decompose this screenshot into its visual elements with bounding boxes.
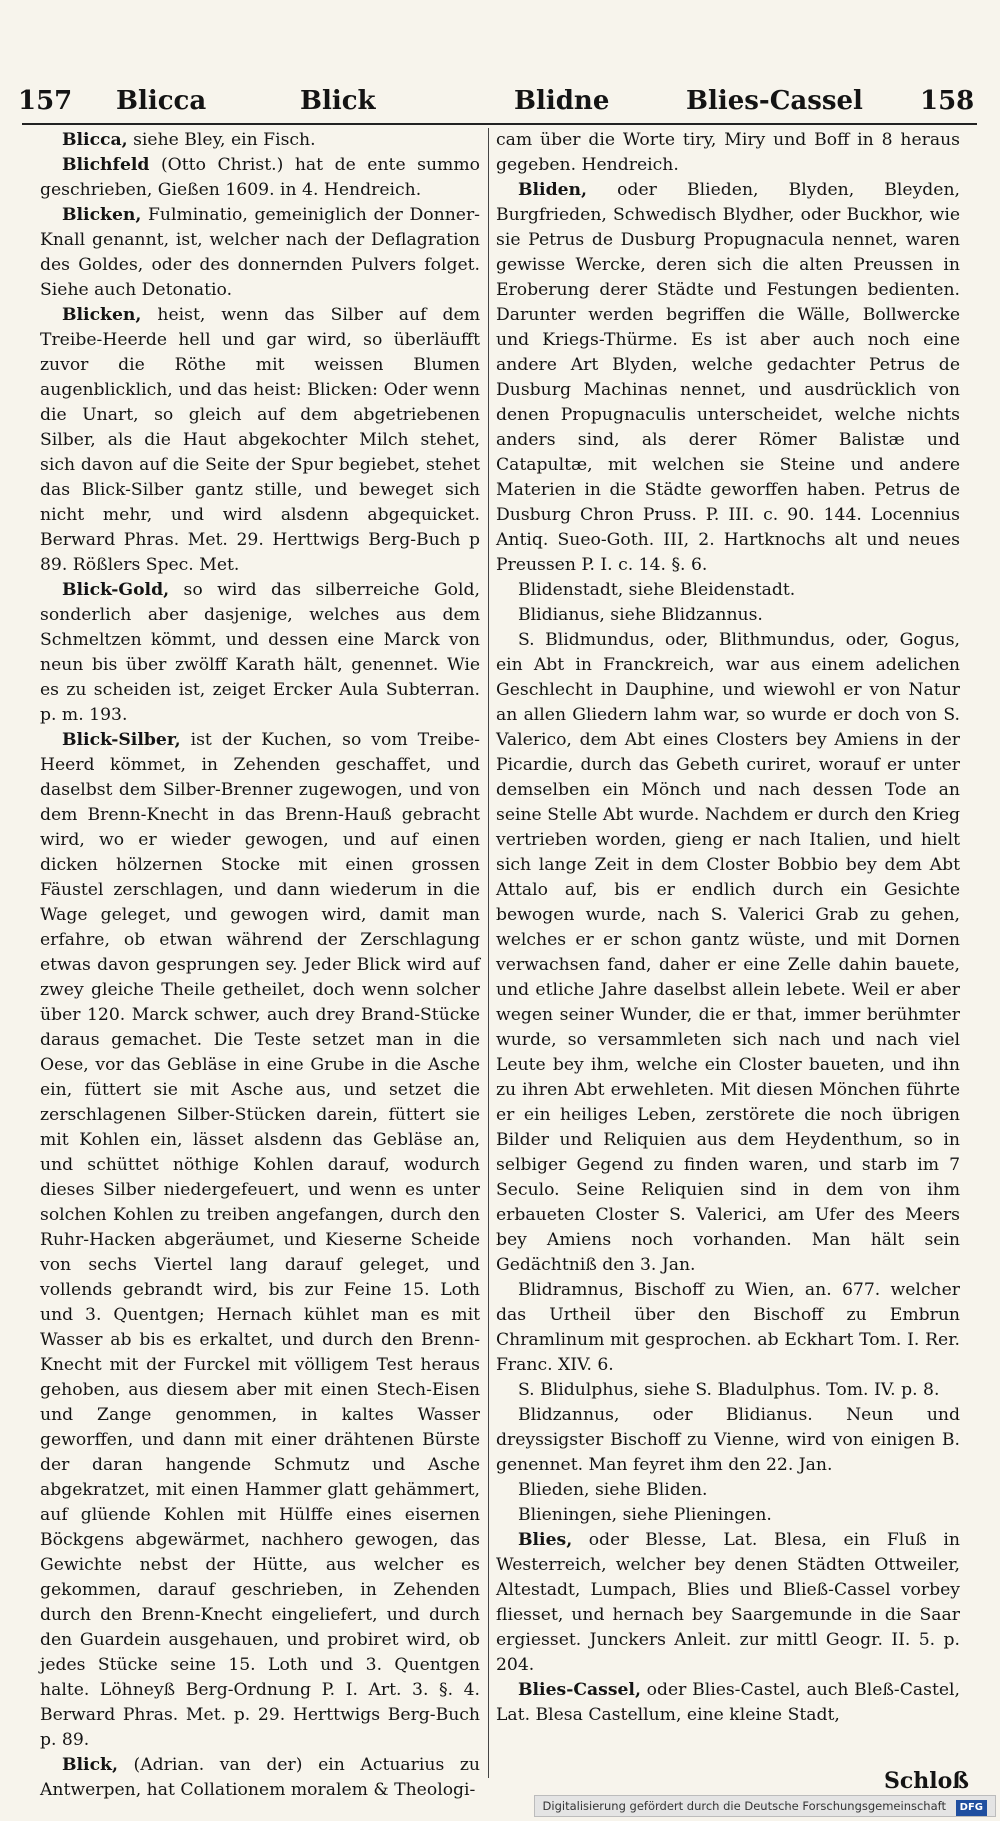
entry-text: Blidzannus, oder Blidianus. Neun und dreyssigster Bischoff zu Vienne, wird von einigen B. genennet. Man feyret ihm den 22. Jan. [496,1405,960,1475]
entry-text: S. Blidulphus, siehe S. Bladulphus. Tom. IV. p. 8. [518,1380,940,1400]
guide-word-4: Blies-Cassel [686,86,863,116]
dictionary-entry [496,1403,960,1478]
entry-text: Blidramnus, Bischoff zu Wien, an. 677. welcher das Urtheil über den Bischoff zu Embrun Chramlinum mit gesprochen. ab Eckhart Tom. I. Rer. Franc. XIV. 6. [496,1280,960,1375]
dictionary-entry [40,578,480,728]
entry-text: Blidenstadt, siehe Bleidenstadt. [518,580,796,600]
entry-text: (Otto Christ.) hat de ente summo geschrieben, Gießen 1609. in 4. Hendreich. [40,155,480,200]
footer-text: Digitalisierung gefördert durch die Deutsche Forschungsgemeinschaft [542,1799,946,1813]
entry-text: Blidianus, siehe Blidzannus. [518,605,763,625]
right-column [496,128,960,1778]
page-header [18,86,978,126]
entry-lemma: Blicca, [62,130,128,150]
dictionary-entry [40,203,480,303]
dictionary-entry [496,1278,960,1378]
entry-text: Blieningen, siehe Plieningen. [518,1505,772,1525]
guide-word-1: Blicca [116,86,207,116]
entry-text: heist, wenn das Silber auf dem Treibe-Heerde hell und gar wird, so überläufft zuvor die Röthe mit weissen Blumen augenblicklich, und das heist: Blicken: Oder wenn die Unart, so gleich auf dem abgetriebenen Silber, als die Haut abgekochter Milch stehet, sich davon auf die Seite der Spur begiebet, stehet das Blick-Silber gantz stille, und beweget sich nicht mehr, und wird alsdenn abgequicket. Berward Phras. Met. 29. Herttwigs Berg-Buch p 89. Rößlers Spec. Met. [40,305,480,575]
dictionary-entry [496,628,960,1278]
guide-word-2: Blick [300,86,376,116]
entry-lemma: Blichfeld [62,155,150,175]
dictionary-entry [40,153,480,203]
page-number-right: 158 [920,86,975,116]
guide-word-3: Blidne [514,86,610,116]
dictionary-entry [496,178,960,578]
entry-text: S. Blidmundus, oder, Blithmundus, oder, Gogus, ein Abt in Franckreich, war aus einem adelichen Geschlecht in Dauphine, und wiewohl er von Natur an allen Gliedern lahm war, so wurde er doch von S. Valerico, dem Abt eines Closters bey Amiens in der Picardie, durch das Gebeth curiret, worauf er unter demselben ein Mönch und nach dessen Tode an seine Stelle Abt wurde. Nachdem er durch den Krieg vertrieben worden, gieng er nach Italien, und hielt sich lange Zeit in dem Closter Bobbio bey dem Abt Attalo auf, bis er endlich durch ein Gesichte bewogen wurde, nach S. Valerici Grab zu gehen, welches er er schon gantz wüste, und mit Dornen verwachsen fand, daher er eine Zelle dahin bauete, und etliche Jahre daselbst allein lebete. Weil er aber wegen seiner Wunder, die er that, immer berühmter wurde, so versammleten sich nach und nach viel Leute bey ihm, welche ein Closter baueten, und ihn zu ihren Abt erwehleten. Mit diesen Mönchen führte er ein heiliges Leben, zerstörete die noch übrigen Bilder und Reliquien aus dem Heydenthum, so in selbiger Gegend zu finden waren, und starb im 7 Seculo. Seine Reliquien sind in dem von ihm erbaueten Closter S. Valerici, am Ufer des Meers bey Amiens noch vorhanden. Man hält sein Gedächtniß den 3. Jan. [496,630,960,1275]
dictionary-entry [40,1753,480,1803]
dictionary-entry [40,303,480,578]
left-column [40,128,480,1800]
entry-text: siehe Bley, ein Fisch. [127,130,316,150]
entry-text: oder Blieden, Blyden, Bleyden, Burgfrieden, Schwedisch Blydher, oder Buckhor, wie sie Petrus de Dusburg Propugnacula nennet, waren gewisse Wercke, deren sich die alten Preussen in Eroberung derer Städte und Festungen bedienten. Darunter werden begriffen die Wälle, Bollwercke und Kriegs-Thürme. Es ist aber auch noch eine andere Art Blyden, welche gedachter Petrus de Dusburg Machinas nennet, und ausdrücklich von denen Propugnaculis unterscheidet, welche nichts anders sind, als derer Römer Balistæ und Catapultæ, mit welchen sie Steine und andere Materien in die Städte geworffen haben. Petrus de Dusburg Chron Pruss. P. III. c. 90. 144. Locennius Antiq. Sueo-Goth. III, 2. Hartknochs alt und neues Preussen P. I. c. 14. §. 6. [496,180,960,575]
entry-lemma: Blicken, [62,305,142,325]
column-divider [488,128,489,1778]
dictionary-entry [496,1678,960,1728]
dictionary-entry [496,128,960,178]
dictionary-entry [496,603,960,628]
dictionary-entry [496,1378,960,1403]
entry-text: oder Blesse, Lat. Blesa, ein Fluß in Westerreich, welcher bey denen Städten Ottweiler, Altestadt, Lumpach, Blies und Bließ-Cassel vorbey fliesset, und hernach bey Saargemunde in die Saar ergiesset. Junckers Anleit. zur mittl Geogr. II. 5. p. 204. [496,1530,960,1675]
dictionary-entry [496,578,960,603]
entry-lemma: Blicken, [62,205,142,225]
entry-lemma: Blick-Gold, [62,580,170,600]
dictionary-entry [496,1528,960,1678]
entry-text: so wird das silberreiche Gold, sonderlich aber dasjenige, welches aus dem Schmeltzen kömmt, und dessen eine Marck von neun bis über zwölff Karath hält, genennet. Wie es zu scheiden ist, zeiget Ercker Aula Subterran. p. m. 193. [40,580,480,725]
entry-lemma: Blick-Silber, [62,730,181,750]
dictionary-entry [496,1503,960,1528]
entry-text: Blieden, siehe Bliden. [518,1480,708,1500]
entry-lemma: Blies, [518,1530,573,1550]
catchword: Schloß [884,1768,970,1794]
entry-lemma: Blies-Cassel, [518,1680,641,1700]
digitization-footer [534,1795,996,1817]
dictionary-entry [40,128,480,153]
entry-lemma: Blick, [62,1755,118,1775]
entry-lemma: Bliden, [518,180,588,200]
page-number-left: 157 [18,86,73,116]
entry-text: (Adrian. van der) ein Actuarius zu Antwerpen, hat Collationem moralem & Theologi- [40,1755,480,1800]
entry-text: Fulminatio, gemeiniglich der Donner-Knall genannt, ist, welcher nach der Deflagration des Goldes, oder des donnernden Pulvers folget. Siehe auch Detonatio. [40,205,480,300]
dictionary-entry [496,1478,960,1503]
entry-text: cam über die Worte tiry, Miry und Boff in 8 heraus gegeben. Hendreich. [496,130,960,175]
entry-text: oder Blies-Castel, auch Bleß-Castel, Lat. Blesa Castellum, eine kleine Stadt, [496,1680,960,1725]
dfg-logo: DFG [956,1800,987,1816]
header-rule [22,123,977,125]
dictionary-entry [40,728,480,1753]
entry-text: ist der Kuchen, so vom Treibe-Heerd kömmet, in Zehenden geschaffet, und daselbst dem Silber-Brenner zugewogen, und von dem Brenn-Knecht in das Brenn-Hauß gebracht wird, wo er wieder gewogen, und auf einen dicken hölzernen Stocke mit einen grossen Fäustel zerschlagen, und dann wiederum in die Wage geleget, und gewogen wird, damit man erfahre, ob etwan während der Zerschlagung etwas davon gesprungen sey. Jeder Blick wird auf zwey gleiche Theile getheilet, doch wenn solcher über 120. Marck schwer, auch drey Brand-Stücke daraus gemachet. Die Teste setzet man in die Oese, vor das Gebläse in eine Grube in die Asche ein, füttert sie mit Asche aus, und setzet die zerschlagenen Silber-Stücken darein, füttert sie mit Kohlen ein, lässet alsdenn das Gebläse an, und schüttet nöthige Kohlen darauf, wodurch dieses Silber niedergefeuert, und wenn es unter solchen Kohlen zu treiben angefangen, durch den Ruhr-Hacken abgeräumet, und Kieserne Scheide von sechs Viertel lang darauf geleget, und vollends gebrandt wird, bis zur Feine 15. Loth und 3. Quentgen; Hernach kühlet man es mit Wasser ab bis es erkaltet, und durch den Brenn-Knecht mit der Furckel mit völligem Test heraus gehoben, aus diesem aber mit einen Stech-Eisen und Zange genommen, in kaltes Wasser geworffen, und dann mit einer drähtenen Bürste der daran hangende Schmutz und Asche abgekratzet, mit einen Hammer glatt gehämmert, auf glüende Kohlen mit Hülffe eines eisernen Böckgens abgewärmet, nachhero gewogen, das Gewichte nebst der Hütte, aus welcher es gekommen, darauf geschrieben, in Zehenden durch den Brenn-Knecht eingeliefert, und durch den Guardein ausgehauen, und probiret wird, ob jedes Stücke seine 15. Loth und 3. Quentgen halte. Löhneyß Berg-Ordnung P. I. Art. 3. §. 4. Berward Phras. Met. p. 29. Herttwigs Berg-Buch p. 89. [40,730,480,1750]
